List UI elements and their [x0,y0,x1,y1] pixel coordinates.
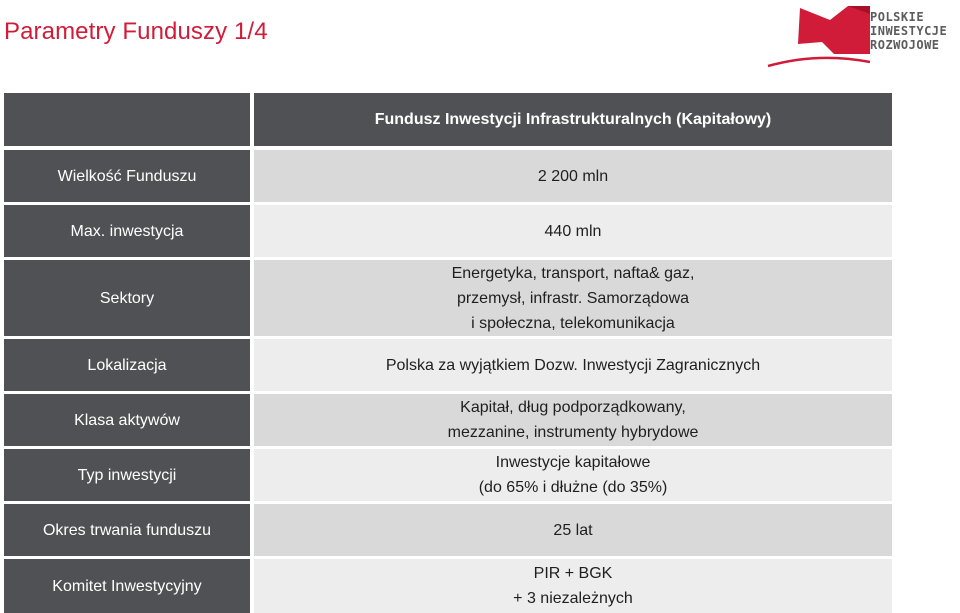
row-value-line: 440 mln [544,222,602,240]
row-label-text: Wielkość Funduszu [57,167,197,185]
row-value-max-investment [254,205,892,257]
row-label-max-investment [4,205,250,257]
logo-line-2: INWESTYCJE [870,24,948,38]
logo-line-1: POLSKIE [870,10,925,24]
row-value-fund-size [254,150,892,202]
row-label-location [4,339,250,391]
row-value-line: przemysł, infrastr. Samorządowa [456,289,690,307]
row-label-investment-committee [4,559,250,613]
row-label-text: Okres trwania funduszu [42,521,212,539]
row-label-text: Max. inwestycja [70,222,184,240]
row-label-sectors [4,260,250,336]
row-label-text: Lokalizacja [87,356,167,374]
row-label-fund-duration [4,504,250,556]
row-value-line: Kapitał, dług podporządkowany, [460,399,686,416]
row-value-fund-duration [254,504,892,556]
logo-line-3: ROZWOJOWE [870,38,940,52]
row-value-line: i społeczna, telekomunikacja [471,314,675,332]
row-label-asset-class [4,394,250,446]
row-value-line: (do 65% i dłużne (do 35%) [478,479,668,496]
row-label-text: Klasa aktywów [74,411,180,429]
row-value-line: 25 lat [553,521,593,539]
row-value-line: + 3 niezależnych [513,590,633,607]
row-label-investment-type [4,449,250,501]
row-value-asset-class [254,394,892,446]
fund-name-header-text: Fundusz Inwestycji Infrastrukturalnych (Kapitałowy) [374,111,772,128]
fund-name-header [254,93,892,146]
row-value-line: PIR + BGK [533,565,613,582]
row-value-investment-type [254,449,892,501]
row-value-line: 2 200 mln [537,167,609,185]
row-value-line: Inwestycje kapitałowe [495,454,651,471]
row-value-investment-committee [254,559,892,613]
logo-wordmark [870,10,947,52]
row-label-text: Komitet Inwestycyjny [52,577,202,595]
row-label-text: Typ inwestycji [77,466,177,484]
pir-logo [762,2,960,74]
row-value-line: Polska za wyjątkiem Dozw. Inwestycji Zagranicznych [385,356,761,374]
row-label-fund-size [4,150,250,202]
pir-logo-mark-icon [762,2,872,74]
row-label-text: Sektory [99,289,155,307]
fund-parameters-table [4,93,892,613]
row-value-location [254,339,892,391]
row-value-line: Energetyka, transport, nafta& gaz, [451,264,695,282]
slide-title: Parametry Funduszy 1/4 [4,18,268,45]
row-value-line: mezzanine, instrumenty hybrydowe [447,424,699,441]
row-value-sectors [254,260,892,336]
header-corner-cell [4,93,250,146]
